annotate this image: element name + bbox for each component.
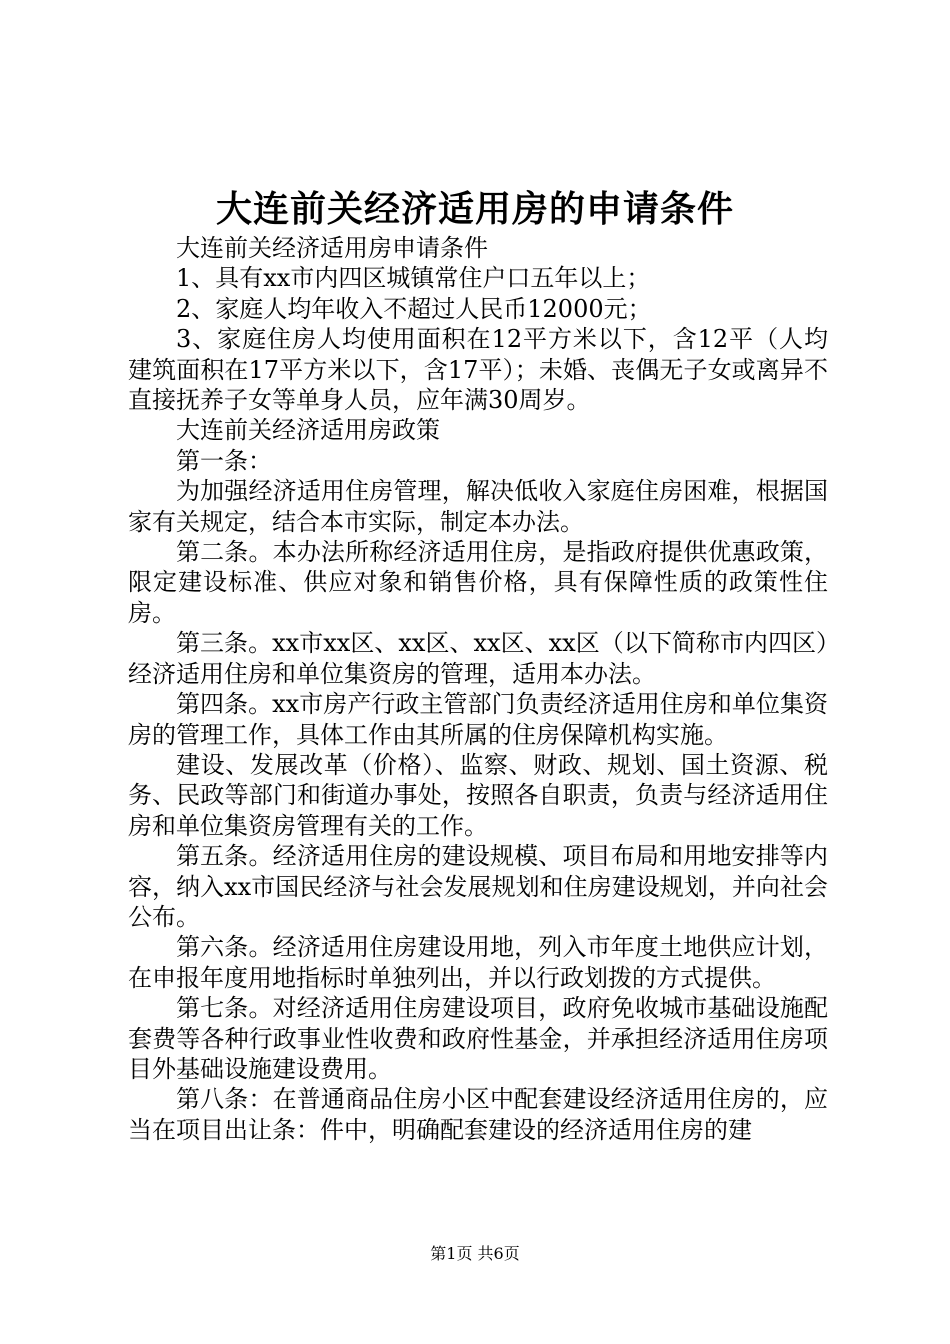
paragraph: 2、家庭人均年收入不超过人民币12000元；: [176, 294, 652, 323]
paragraph: 第二条。本办法所称经济适用住房，是指政府提供优惠政策，限定建设标准、供应对象和销售价格，具有保障性质的政策性住房。: [128, 538, 828, 627]
paragraph: 第六条。经济适用住房建设用地，列入市年度土地供应计划，在申报年度用地指标时单独列出，并以行政划拨的方式提供。: [128, 933, 828, 992]
paragraph: 第一条：: [176, 446, 272, 475]
paragraph: 第四条。xx市房产行政主管部门负责经济适用住房和单位集资房的管理工作，具体工作由其所属的住房保障机构实施。: [128, 690, 828, 749]
paragraph: 为加强经济适用住房管理，解决低收入家庭住房困难，根据国家有关规定，结合本市实际，制定本办法。: [128, 477, 828, 536]
document-body: [128, 233, 828, 1145]
paragraph: 大连前关经济适用房申请条件: [176, 234, 488, 262]
paragraph: 第五条。经济适用住房的建设规模、项目布局和用地安排等内容，纳入xx市国民经济与社会发展规划和住房建设规划，并向社会公布。: [128, 842, 828, 931]
paragraph: 大连前关经济适用房政策: [176, 416, 440, 445]
paragraph: 第三条。xx市xx区、xx区、xx区、xx区（以下简称市内四区）经济适用住房和单位集资房的管理，适用本办法。: [128, 629, 828, 688]
paragraph: 3、家庭住房人均使用面积在12平方米以下，含12平（人均建筑面积在17平方米以下，含17平）；未婚、丧偶无子女或离异不直接抚养子女等单身人员，应年满30周岁。: [128, 325, 828, 415]
page-footer: 第1页 共6页: [430, 1244, 520, 1263]
document-title: 大连前关经济适用房的申请条件: [215, 188, 734, 230]
paragraph: 第七条。对经济适用住房建设项目，政府免收城市基础设施配套费等各种行政事业性收费和政府性基金，并承担经济适用住房项目外基础设施建设费用。: [128, 994, 828, 1083]
paragraph: 1、具有xx市内四区城镇常住户口五年以上；: [176, 264, 651, 293]
paragraph: 第八条：在普通商品住房小区中配套建设经济适用住房的，应当在项目出让条：件中，明确配套建设的经济适用住房的建: [128, 1085, 828, 1144]
paragraph: 建设、发展改革（价格）、监察、财政、规划、国土资源、税务、民政等部门和街道办事处，按照各自职责，负责与经济适用住房和单位集资房管理有关的工作。: [128, 750, 828, 840]
